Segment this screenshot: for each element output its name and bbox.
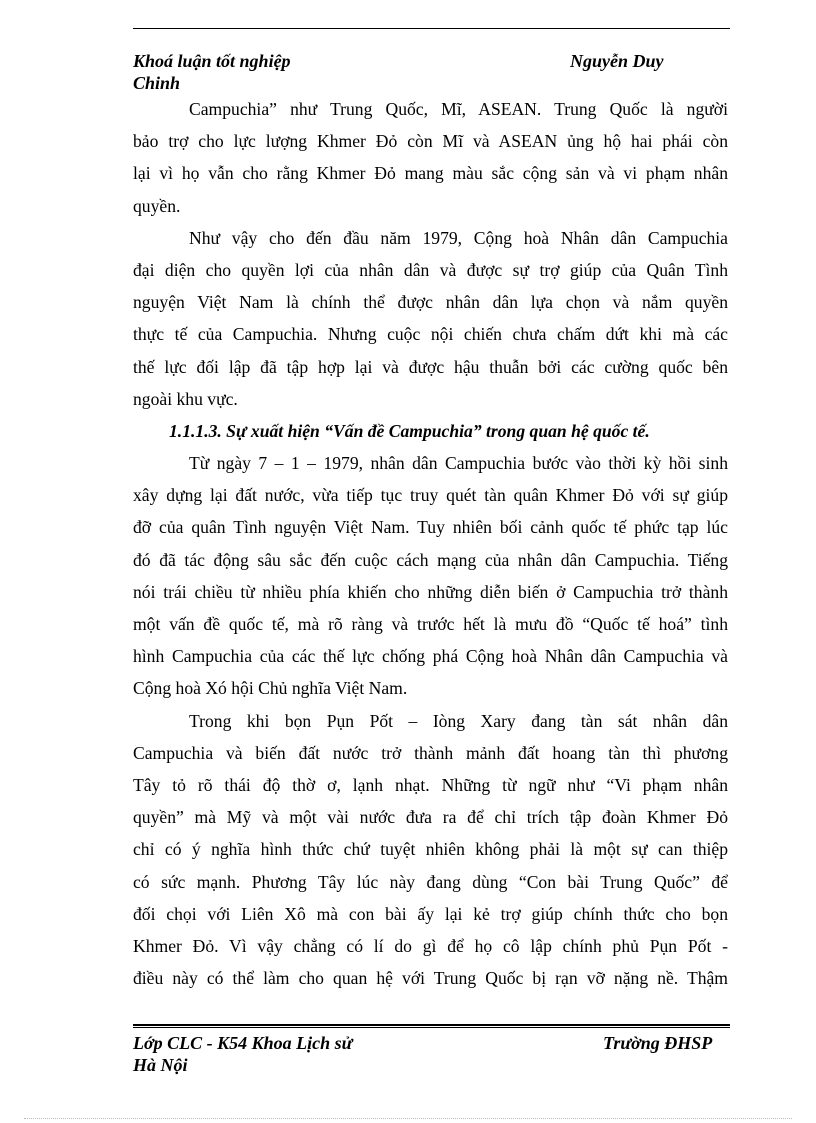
text-line: đỡ của quân Tình nguyện Việt Nam. Tuy nhiên bối cảnh quốc tế phức tạp lúc (133, 517, 728, 538)
header-author: Nguyễn Duy (570, 51, 664, 71)
text-line: nguyện Việt Nam là chính thể được nhân dân lựa chọn và nắm quyền (133, 292, 728, 313)
document-body (133, 93, 728, 994)
header-thesis-title: Khoá luận tốt nghiệp (133, 51, 291, 71)
text-line: quyền” mà Mỹ và một vài nước đưa ra để chỉ trích tập đoàn Khmer Đỏ (133, 807, 728, 828)
text-line: Như vậy cho đến đầu năm 1979, Cộng hoà Nhân dân Campuchia (189, 227, 728, 248)
text-line: điều này có thể làm cho quan hệ với Trung Quốc bị rạn vỡ nặng nề. Thậm (133, 968, 728, 989)
footer-rule (133, 1024, 730, 1026)
text-line: đối chọi với Liên Xô mà con bài ấy lại kẻ trợ giúp chính thức cho bọn (133, 903, 728, 924)
text-line: Trong khi bọn Pụn Pốt – Iòng Xary đang tàn sát nhân dân (189, 710, 728, 731)
footer-rule-thin (133, 1027, 730, 1028)
header-rule (133, 28, 730, 29)
text-line: thực tế của Campuchia. Nhưng cuộc nội chiến chưa chấm dứt khi mà các (133, 324, 728, 345)
footer-university: Trường ĐHSP (603, 1033, 713, 1053)
text-line: Cộng hoà Xó hội Chủ nghĩa Việt Nam. (133, 678, 408, 699)
text-line: Campuchia và biến đất nước trở thành mảnh đất hoang tàn thì phương (133, 742, 728, 763)
text-line: quyền. (133, 195, 181, 216)
text-line: Từ ngày 7 – 1 – 1979, nhân dân Campuchia bước vào thời kỳ hồi sinh (189, 453, 728, 474)
text-line: đại diện cho quyền lợi của nhân dân và được sự trợ giúp của Quân Tình (133, 259, 728, 280)
text-line: đó đã tác động sâu sắc đến cuộc cách mạng của nhân dân Campuchia. Tiếng (133, 549, 728, 570)
text-line: Tây tỏ rõ thái độ thờ ơ, lạnh nhạt. Những từ ngữ như “Vi phạm nhân (133, 774, 728, 795)
text-line: xây dựng lại đất nước, vừa tiếp tục truy quét tàn quân Khmer Đỏ với sự giúp (133, 485, 728, 506)
footer-class: Lớp CLC - K54 Khoa Lịch sử (133, 1033, 353, 1053)
text-line: một vấn đề quốc tế, mà rõ ràng và trước hết là mưu đồ “Quốc tế hoá” tình (133, 614, 728, 634)
text-line: bảo trợ cho lực lượng Khmer Đỏ còn Mĩ và ASEAN ủng hộ hai phái còn (133, 131, 728, 152)
page-edge-divider (24, 1118, 792, 1119)
text-line: có sức mạnh. Phương Tây lúc này đang dùng “Con bài Trung Quốc” để (133, 871, 728, 892)
text-line: Khmer Đỏ. Vì vậy chẳng có lí do gì để họ cô lập chính phủ Pụn Pốt - (133, 935, 728, 956)
text-line: nói trái chiều từ nhiều phía khiến cho những diễn biến ở Campuchia trở thành (133, 581, 728, 602)
text-line: lại vì họ vẫn cho rằng Khmer Đỏ mang màu sắc cộng sản và vi phạm nhân (133, 163, 728, 184)
header-author-cont: Chinh (133, 73, 181, 93)
text-line: thế lực đối lập đã tập hợp lại và được hậu thuẫn bởi các cường quốc bên (133, 356, 728, 377)
text-line: ngoài khu vực. (133, 388, 238, 409)
footer-city: Hà Nội (133, 1055, 188, 1075)
text-line: Campuchia” như Trung Quốc, Mĩ, ASEAN. Trung Quốc là người (189, 99, 728, 119)
text-line: chỉ có ý nghĩa hình thức chứ tuyệt nhiên không phải là một sự can thiệp (133, 839, 728, 860)
text-line: hình Campuchia của các thế lực chống phá Cộng hoà Nhân dân Campuchia và (133, 646, 728, 667)
section-heading: 1.1.1.3. Sự xuất hiện “Vấn đề Campuchia” trong quan hệ quốc tế. (169, 420, 650, 441)
